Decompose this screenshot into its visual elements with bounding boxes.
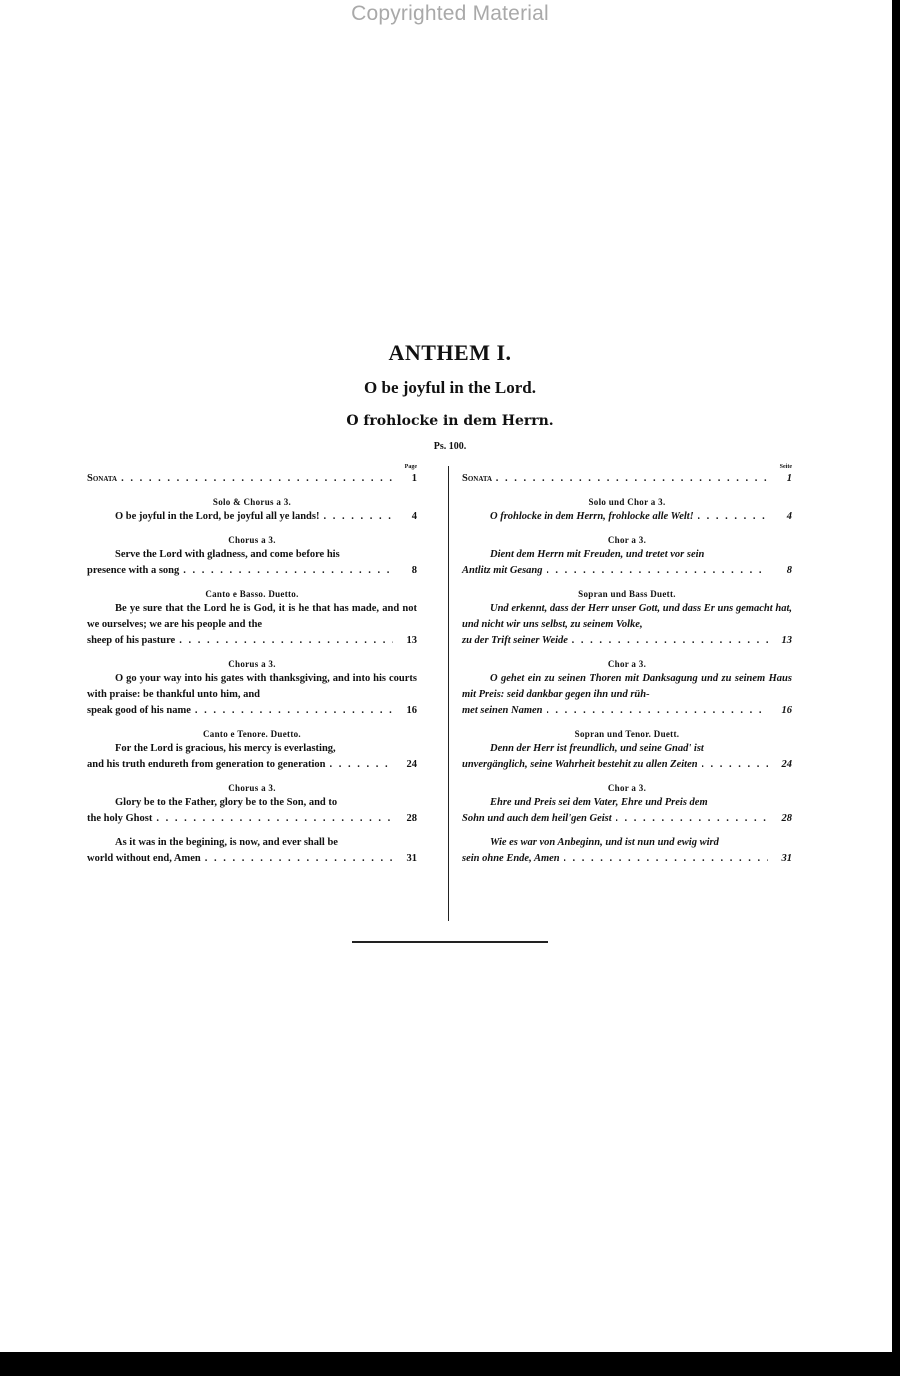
contents-entry — [462, 633, 792, 649]
dot-leader — [156, 811, 393, 827]
entry-text: unvergänglich, seine Wahrheit bestehit zu allen Zeiten — [462, 759, 698, 770]
section-heading: Solo & Chorus a 3. — [212, 497, 292, 507]
dot-leader — [195, 703, 393, 719]
entry-text: world without end, Amen — [87, 853, 201, 864]
entry-page: 24 — [781, 759, 792, 770]
dot-leader — [572, 633, 768, 649]
entry-page: 24 — [406, 759, 417, 770]
entry-text: O be joyful in the Lord, be joyful all ye lands! — [115, 511, 320, 522]
entry-page: 4 — [786, 511, 792, 522]
page-column-label: Seite — [779, 464, 792, 470]
entry-page: 13 — [406, 635, 417, 646]
section-heading: Solo und Chor a 3. — [588, 497, 666, 507]
contents-entry — [87, 851, 417, 867]
section-heading: Sopran und Bass Duett. — [578, 589, 676, 599]
entry-page: 1 — [786, 473, 792, 484]
anthem-title: ANTHEM I. — [388, 340, 512, 365]
contents-entry — [87, 703, 417, 719]
entry-text: Und erkennt, dass der Herr unser Gott, und dass Er uns gemacht hat, und nicht wir uns selbst, zu seinem Volke, — [462, 603, 792, 630]
entry-text: Antlitz mit Gesang — [462, 565, 543, 576]
psalm-reference: Ps. 100. — [433, 441, 467, 452]
entry-text: O frohlocke in dem Herrn, frohlocke alle Welt! — [490, 511, 694, 522]
section-heading: Chor a 3. — [607, 535, 647, 545]
dot-leader — [323, 509, 393, 525]
dot-leader — [564, 851, 768, 867]
dot-leader — [698, 509, 768, 525]
entry-text: presence with a song — [87, 565, 180, 576]
entry-text: For the Lord is gracious, his mercy is everlasting, — [115, 743, 336, 754]
dot-leader — [205, 851, 393, 867]
section-heading: Chorus a 3. — [228, 783, 276, 793]
entry-page: 16 — [781, 705, 792, 716]
column-divider — [448, 466, 449, 921]
copyright-watermark: Copyrighted Material — [351, 2, 549, 25]
entry-text: the holy Ghost — [87, 813, 153, 824]
section-heading: Chorus a 3. — [228, 535, 276, 545]
entry-page: 31 — [781, 853, 792, 864]
section-heading: Sopran und Tenor. Duett. — [574, 729, 680, 739]
dot-leader — [183, 563, 393, 579]
entry-text: Denn der Herr ist freundlich, und seine Gnad' ist — [490, 743, 704, 754]
closing-rule — [352, 941, 548, 943]
entry-text: Be ye sure that the Lord he is God, it is he that has made, and not we ourselves; we are his people and the — [87, 603, 417, 630]
section-heading: Canto e Tenore. Duetto. — [203, 729, 301, 739]
contents-entry — [462, 471, 792, 487]
dot-leader — [121, 471, 393, 487]
entry-page: 16 — [406, 705, 417, 716]
entry-page: 13 — [781, 635, 792, 646]
entry-text: Glory be to the Father, glory be to the Son, and to — [115, 797, 338, 808]
entry-text: O gehet ein zu seinen Thoren mit Danksagung und zu seinem Haus mit Preis: seid dankbar gegen ihn und rüh- — [462, 673, 792, 700]
contents-entry — [462, 851, 792, 867]
entry-page: 1 — [411, 473, 417, 484]
entry-text: Sohn und auch dem heil'gen Geist — [462, 813, 612, 824]
entry-page: 4 — [411, 511, 417, 522]
section-heading: Canto e Basso. Duetto. — [205, 589, 299, 599]
entry-text: zu der Trift seiner Weide — [462, 635, 568, 646]
entry-title: Sonata — [87, 473, 118, 484]
section-heading: Chor a 3. — [607, 659, 647, 669]
entry-text: speak good of his name — [87, 705, 191, 716]
entry-text: Ehre und Preis sei dem Vater, Ehre und Preis dem — [490, 797, 708, 808]
entry-text: met seinen Namen — [462, 705, 543, 716]
entry-text: As it was in the begining, is now, and ever shall be — [115, 837, 338, 848]
dot-leader — [330, 757, 394, 773]
entry-text: O go your way into his gates with thanksgiving, and into his courts with praise: be thankful unto him, and — [87, 673, 417, 700]
contents-entry — [87, 509, 417, 525]
section-heading: Chor a 3. — [607, 783, 647, 793]
entry-text: and his truth endureth from generation to generation — [87, 759, 326, 770]
contents-entry — [462, 703, 792, 719]
english-subtitle: O be joyful in the Lord. — [364, 378, 536, 397]
dot-leader — [616, 811, 768, 827]
english-contents — [87, 464, 417, 867]
entry-text: sheep of his pasture — [87, 635, 176, 646]
dot-leader — [547, 703, 769, 719]
contents-entry — [462, 509, 792, 525]
german-subtitle: O frohlocke in dem Herrn. — [346, 413, 554, 429]
contents-entry — [87, 633, 417, 649]
entry-page: 28 — [406, 813, 417, 824]
contents-entry — [462, 757, 792, 773]
entry-page: 31 — [406, 853, 417, 864]
dot-leader — [547, 563, 768, 579]
scan-border-right — [892, 0, 900, 1376]
contents-entry — [462, 811, 792, 827]
german-contents — [462, 464, 792, 867]
entry-page: 8 — [411, 565, 417, 576]
entry-page: 28 — [781, 813, 792, 824]
entry-page: 8 — [786, 565, 792, 576]
contents-entry — [87, 757, 417, 773]
contents-entry — [87, 471, 417, 487]
contents-entry — [87, 811, 417, 827]
entry-title: Sonata — [462, 473, 493, 484]
dot-leader — [702, 757, 768, 773]
dot-leader — [496, 471, 768, 487]
page-column-label: Page — [404, 464, 417, 470]
scan-border-bottom — [0, 1352, 900, 1376]
entry-text: Serve the Lord with gladness, and come before his — [115, 549, 340, 560]
contents-entry — [462, 563, 792, 579]
entry-text: Dient dem Herrn mit Freuden, und tretet vor sein — [490, 549, 705, 560]
entry-text: Wie es war von Anbeginn, und ist nun und ewig wird — [490, 837, 719, 848]
entry-text: sein ohne Ende, Amen — [462, 853, 560, 864]
section-heading: Chorus a 3. — [228, 659, 276, 669]
dot-leader — [179, 633, 393, 649]
contents-entry — [87, 563, 417, 579]
